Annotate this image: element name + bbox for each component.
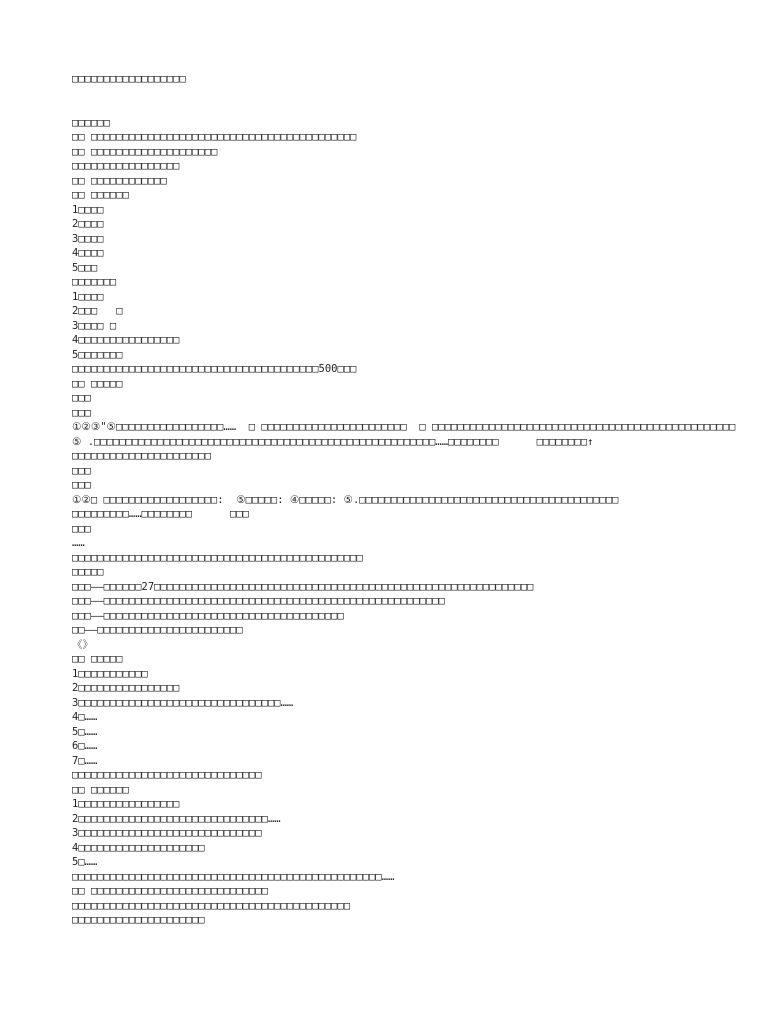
section-heading: □□□□□□□ <box>72 276 117 288</box>
text-line: □□□ <box>72 479 91 491</box>
text-line: 《》 <box>72 638 93 651</box>
text-line: □□ □□□□□□ <box>72 189 129 201</box>
list-item: 4□□□□□□□□□□□□□□□□□□□□ <box>72 841 205 854</box>
text-line: □□ □□□□□□□□□□□□□□□□□□□□□□□□□□□□ <box>72 885 268 897</box>
list-item: 3□□□□□□□□□□□□□□□□□□□□□□□□□□□□□□□□…… <box>72 696 294 709</box>
list-item: 1□□□□□□□□□□□□□□□□ <box>72 798 180 810</box>
list-item: 5□□□ <box>72 261 98 274</box>
text-line: □□□□□□□□□□□□□□□□□□□□□□□□□□□□□□□□□□□□□□□□□□□□□□□□□…… <box>72 870 395 883</box>
text-line: □□□□□□□□□……□□□□□□□□ □□□ <box>72 508 250 520</box>
text-line: …… <box>72 537 85 549</box>
text-line: ①②③"⑤□□□□□□□□□□□□□□□□□…… □ □□□□□□□□□□□□□□□□□□□□□□□ □ □□□□□□□□□□□□□□□□□□□□□□□□□□□□□□□□□□□□□□□□□□□□□□□□ <box>72 421 736 433</box>
text-line: □□□□□□□□□□□□□□□□□ <box>72 160 180 172</box>
section-heading: □□□□□□ <box>72 116 110 129</box>
section-heading: □□□□□ <box>72 566 104 578</box>
list-item: 5□…… <box>72 725 98 738</box>
text-line: □□ □□□□□□ <box>72 783 129 796</box>
list-item: 4□□□□□□□□□□□□□□□□ <box>72 334 180 346</box>
list-item: 3□□□□ □ <box>72 319 117 332</box>
text-line: □□□ <box>72 406 91 419</box>
text-line: ⑤ .□□□□□□□□□□□□□□□□□□□□□□□□□□□□□□□□□□□□□□□□□□□□□□□□□□□□□□……□□□□□□□□ □□□□□□□□↑ <box>72 435 594 448</box>
text-line: □□□——□□□□□□27□□□□□□□□□□□□□□□□□□□□□□□□□□□□□□□□□□□□□□□□□□□□□□□□□□□□□□□□□□□□ <box>72 580 534 593</box>
text-line: ①②□ □□□□□□□□□□□□□□□□□□: ⑤□□□□□: ④□□□□□: ⑤.□□□□□□□□□□□□□□□□□□□□□□□□□□□□□□□□□□□□□□□□□ <box>72 493 619 506</box>
list-item: 6□…… <box>72 740 98 752</box>
list-item: 3□□□□ <box>72 232 104 245</box>
document-body <box>72 72 768 928</box>
text-line: □□□□□□□□□□□□□□□□□□□□□□□□□□□□□□□□□□□□□□□□□□□□□□ <box>72 551 363 564</box>
doc-title: □□□□□□□□□□□□□□□□□□ <box>72 73 186 85</box>
text-line: □□□□□□□□□□□□□□□□□□□□□□□□□□□□□□ <box>72 769 262 781</box>
list-item: 2□□□ □ <box>72 305 123 317</box>
text-line: □□——□□□□□□□□□□□□□□□□□□□□□□□ <box>72 624 243 636</box>
text-line: □□□——□□□□□□□□□□□□□□□□□□□□□□□□□□□□□□□□□□□□□□□□□□□□□□□□□□□□□□ <box>72 595 445 607</box>
text-line: □□□□□□□□□□□□□□□□□□□□□□□□□□□□□□□□□□□□□□□500□□□ <box>72 363 357 375</box>
list-item: 1□□□□ <box>72 203 104 216</box>
text-line: □□ □□□□□□□□□□□□□□□□□□□□ <box>72 145 218 158</box>
list-item: 1□□□□ <box>72 290 104 303</box>
blank-line <box>72 87 768 102</box>
list-item: 4□□□□ <box>72 247 104 259</box>
list-item: 4□…… <box>72 711 98 723</box>
list-item: 2□□□□□□□□□□□□□□□□ <box>72 682 180 694</box>
list-item: 1□□□□□□□□□□□ <box>72 667 148 680</box>
text-line: □□ □□□□□□□□□□□□□□□□□□□□□□□□□□□□□□□□□□□□□□□□□□ <box>72 131 357 143</box>
list-item: 5□□□□□□□ <box>72 348 123 361</box>
text-line: □□□□□□□□□□□□□□□□□□□□□ <box>72 914 205 926</box>
list-item: 5□…… <box>72 856 98 868</box>
text-line: □□ □□□□□ <box>72 377 123 390</box>
list-item: 7□…… <box>72 754 98 767</box>
text-line: □□□□□□□□□□□□□□□□□□□□□□ <box>72 450 212 462</box>
text-line: □□□□□□□□□□□□□□□□□□□□□□□□□□□□□□□□□□□□□□□□□□□□ <box>72 899 351 912</box>
text-line: □□□ <box>72 464 91 477</box>
list-item: 2□□□□ <box>72 218 104 230</box>
text-line: □□ □□□□□□□□□□□□ <box>72 174 167 187</box>
text-line: □□□ <box>72 522 91 535</box>
blank-line <box>72 101 768 116</box>
text-line: □□ □□□□□ <box>72 653 123 665</box>
list-item: 2□□□□□□□□□□□□□□□□□□□□□□□□□□□□□□…… <box>72 812 281 825</box>
text-line: □□□ <box>72 392 91 404</box>
text-line: □□□——□□□□□□□□□□□□□□□□□□□□□□□□□□□□□□□□□□□□□□ <box>72 609 344 622</box>
list-item: 3□□□□□□□□□□□□□□□□□□□□□□□□□□□□□ <box>72 827 262 839</box>
